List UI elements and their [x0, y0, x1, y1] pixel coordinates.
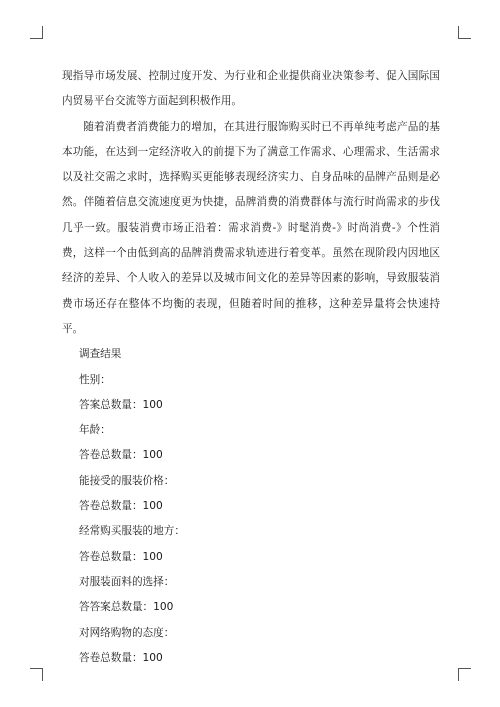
- crop-mark-top-left: [30, 26, 43, 39]
- results-heading: 调查结果: [79, 348, 122, 361]
- crop-mark-bottom-right: [458, 668, 471, 681]
- survey-results: [62, 342, 440, 671]
- answer-count-fabric: 答答案总数量：100: [79, 601, 174, 614]
- question-online-shopping: 对网络购物的态度：: [79, 626, 175, 639]
- answer-count-purchase-place: 答卷总数量：100: [79, 550, 163, 563]
- crop-mark-top-right: [458, 26, 471, 39]
- paragraph-continuation: 现指导市场发展、控制过度开发、为行业和企业提供商业决策参考、促入国际国内贸易平台交流等方面起到积极作用。: [62, 70, 440, 108]
- answer-count-age: 答卷总数量：100: [79, 449, 163, 462]
- question-price: 能接受的服装价格：: [79, 474, 175, 487]
- answer-count-online-shopping: 答卷总数量：100: [79, 651, 163, 664]
- answer-count-price: 答卷总数量：100: [79, 500, 163, 513]
- document-body: [62, 64, 440, 671]
- crop-mark-bottom-left: [30, 668, 43, 681]
- question-age: 年龄：: [79, 424, 111, 437]
- answer-count-gender: 答案总数量：100: [79, 398, 163, 411]
- question-fabric: 对服装面料的选择：: [79, 575, 175, 588]
- question-gender: 性别：: [79, 373, 111, 386]
- question-purchase-place: 经常购买服装的地方：: [79, 525, 185, 538]
- paragraph-consumer-trends: 随着消费者消费能力的增加，在其进行服饰购买时已不再单纯考虑产品的基本功能，在达到一定经济收入的前提下为了满意工作需求、心理需求、生活需求以及社交需之求时，选择购买更能够表现经济实力、自身品味的品牌产品则是必然。伴随着信息交流速度更为快捷，品牌消费的消费群体与流行时尚需求的步伐几乎一致。服装消费市场正沿着：需求消费-》时髦消费-》时尚消费-》个性消费，这样一个由低到高的品牌消费需求轨迹进行着变革。虽然在现阶段内因地区经济的差异、个人收入的差异以及城市间文化的差异等因素的影响，导致服装消费市场还存在整体不均衡的表现，但随着时间的推移，这种差异量将会快速持平。: [62, 120, 440, 335]
